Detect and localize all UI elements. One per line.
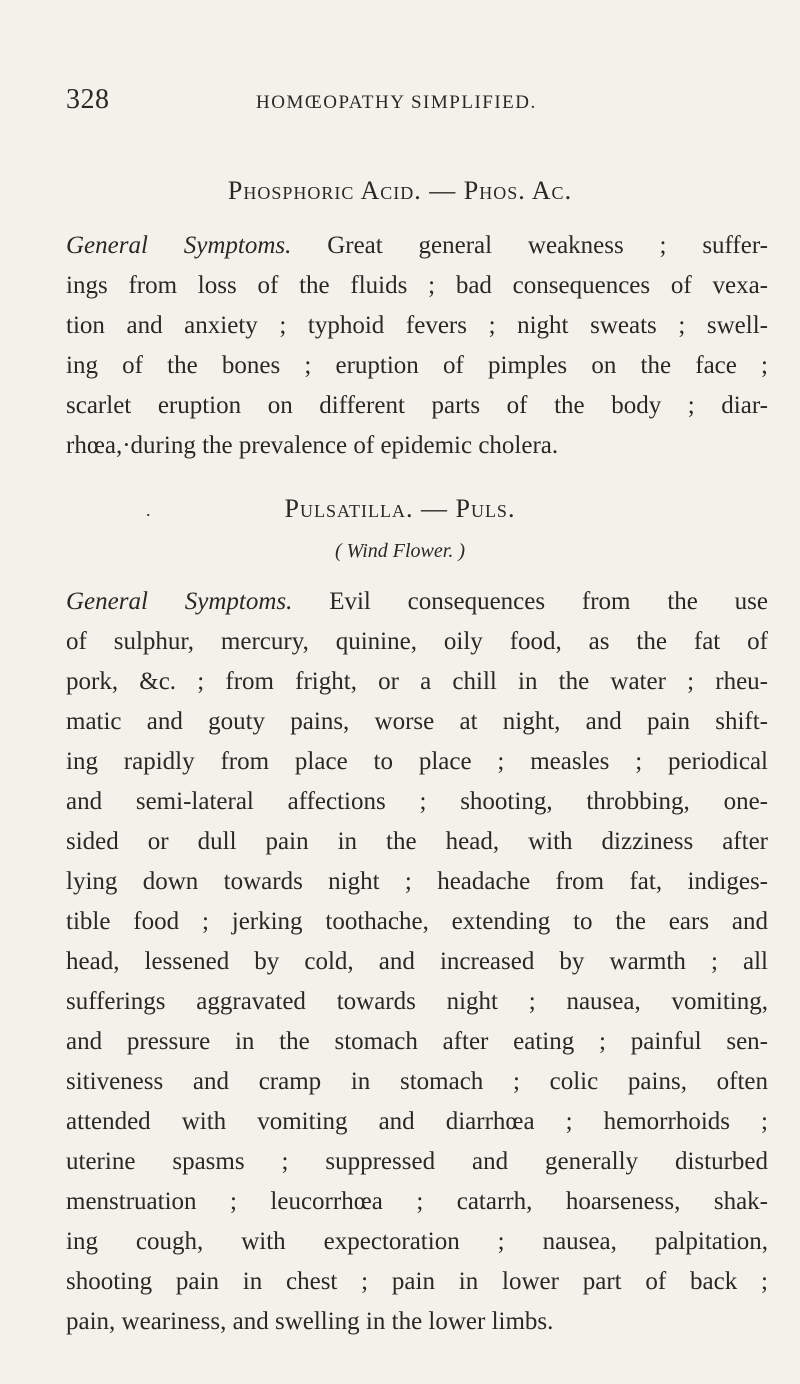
text-line: General Symptoms. Evil consequences from the use <box>66 588 768 615</box>
lead-heading: General Symptoms. <box>66 232 292 259</box>
text-line: attended with vomiting and diarrhœa ; hemorrhoids ; <box>66 1108 768 1135</box>
text-line: sufferings aggravated towards night ; nausea, vomiting, <box>66 988 768 1015</box>
paragraph-phosphoric-acid <box>66 226 768 466</box>
text-line: ing of the bones ; eruption of pimples on the face ; <box>66 352 768 379</box>
page-header <box>66 84 766 124</box>
text-line: of sulphur, mercury, quinine, oily food, as the fat of <box>66 628 768 655</box>
paragraph-pulsatilla <box>66 582 768 1342</box>
section-title-phosphoric-acid: Phosphoric Acid. — Phos. Ac. <box>227 176 573 205</box>
text-line: sided or dull pain in the head, with dizziness after <box>66 828 768 855</box>
section-title-pulsatilla: Pulsatilla. — Puls. <box>284 494 516 523</box>
text-line: and pressure in the stomach after eating ; painful sen- <box>66 1028 768 1055</box>
running-head: HOMŒOPATHY SIMPLIFIED. <box>256 92 537 113</box>
text-line: ings from loss of the fluids ; bad consequences of vexa- <box>66 272 768 299</box>
text-line: tion and anxiety ; typhoid fevers ; night sweats ; swell- <box>66 312 768 339</box>
stray-mark: . <box>146 500 151 520</box>
page-number: 328 <box>66 84 110 115</box>
text-line: and semi-lateral affections ; shooting, throbbing, one- <box>66 788 768 815</box>
text-line: uterine spasms ; suppressed and generally disturbed <box>66 1148 768 1175</box>
section-subtitle: ( Wind Flower. ) <box>335 540 465 562</box>
text-line: sitiveness and cramp in stomach ; colic pains, often <box>66 1068 768 1095</box>
text-line: lying down towards night ; headache from fat, indiges- <box>66 868 768 895</box>
text-line: matic and gouty pains, worse at night, and pain shift- <box>66 708 768 735</box>
text-line: scarlet eruption on different parts of the body ; diar- <box>66 392 768 419</box>
text-line: ing cough, with expectoration ; nausea, palpitation, <box>66 1228 768 1255</box>
text-line: General Symptoms. Great general weakness ; suffer- <box>66 232 768 259</box>
text-line: shooting pain in chest ; pain in lower part of back ; <box>66 1268 768 1295</box>
lead-heading: General Symptoms. <box>66 588 293 615</box>
text-line: head, lessened by cold, and increased by warmth ; all <box>66 948 768 975</box>
text-line: tible food ; jerking toothache, extending to the ears and <box>66 908 768 935</box>
text-line: pork, &c. ; from fright, or a chill in the water ; rheu- <box>66 668 768 695</box>
text-line: pain, weariness, and swelling in the lower limbs. <box>66 1308 554 1335</box>
text-line: ing rapidly from place to place ; measles ; periodical <box>66 748 768 775</box>
text-line: rhœa,·during the prevalence of epidemic cholera. <box>66 432 559 459</box>
text-line: menstruation ; leucorrhœa ; catarrh, hoarseness, shak- <box>66 1188 768 1215</box>
